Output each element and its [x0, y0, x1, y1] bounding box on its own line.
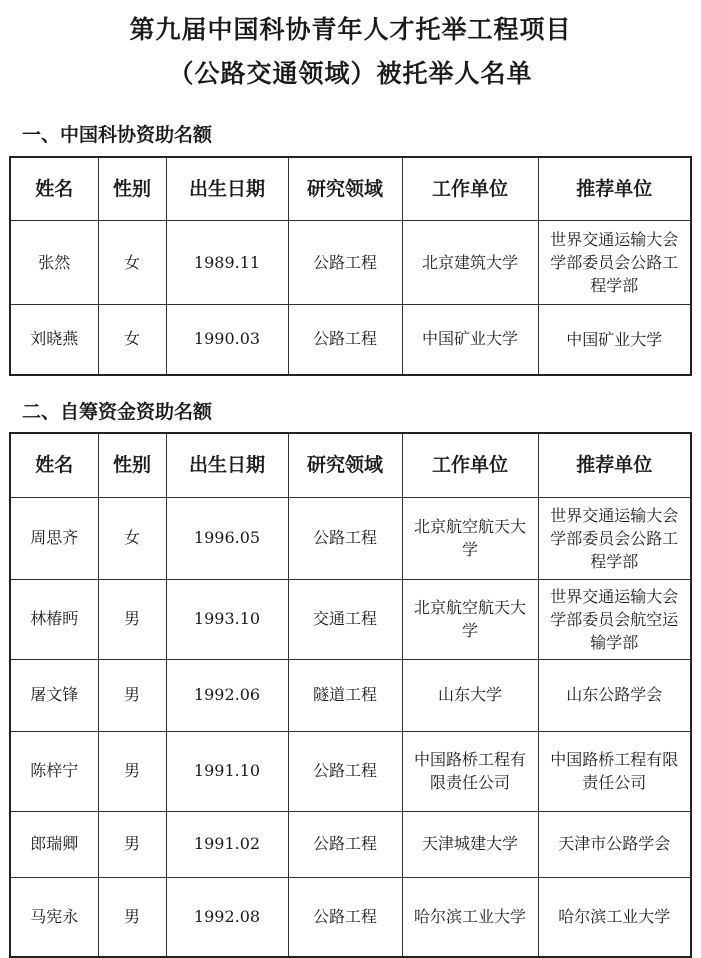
cell-research-field: 公路工程 — [288, 305, 402, 375]
document-title-line-2: （公路交通领域）被托举人名单 — [168, 59, 533, 88]
cell-recommender: 世界交通运输大会学部委员会公路工程学部 — [538, 497, 691, 579]
cell-gender: 女 — [98, 221, 166, 305]
cell-name: 刘晓燕 — [10, 305, 98, 375]
cell-recommender: 中国路桥工程有限责任公司 — [538, 731, 691, 811]
cell-birth-date: 1992.06 — [166, 659, 288, 731]
cell-birth-date: 1992.08 — [166, 877, 288, 957]
section-heading-cast-funded: 一、中国科协资助名额 — [22, 124, 213, 146]
cell-employer: 中国路桥工程有限责任公司 — [402, 731, 538, 811]
cell-name: 陈梓宁 — [10, 731, 98, 811]
cell-research-field: 公路工程 — [288, 877, 402, 957]
column-header-name: 姓名 — [10, 433, 98, 497]
cell-recommender: 中国矿业大学 — [538, 305, 691, 375]
column-header-research-field: 研究领域 — [288, 433, 402, 497]
table-row — [10, 221, 691, 305]
cell-birth-date: 1993.10 — [166, 579, 288, 659]
column-header-birth-date: 出生日期 — [166, 433, 288, 497]
cell-birth-date: 1996.05 — [166, 497, 288, 579]
column-header-gender: 性别 — [98, 157, 166, 221]
cell-recommender: 世界交通运输大会学部委员会航空运输学部 — [538, 579, 691, 659]
self-funded-table — [9, 432, 692, 958]
cell-gender: 男 — [98, 731, 166, 811]
document-title-line-1: 第九届中国科协青年人才托举工程项目 — [129, 15, 572, 44]
cell-gender: 男 — [98, 579, 166, 659]
table-row — [10, 579, 691, 659]
cell-employer: 天津城建大学 — [402, 811, 538, 877]
cell-recommender: 山东公路学会 — [538, 659, 691, 731]
cell-recommender: 世界交通运输大会学部委员会公路工程学部 — [538, 221, 691, 305]
column-header-recommender: 推荐单位 — [538, 157, 691, 221]
cast-funded-table — [9, 156, 692, 376]
cell-name: 林椿眄 — [10, 579, 98, 659]
cell-name: 张然 — [10, 221, 98, 305]
cell-name: 郎瑞卿 — [10, 811, 98, 877]
cell-employer: 北京建筑大学 — [402, 221, 538, 305]
cell-employer: 中国矿业大学 — [402, 305, 538, 375]
cell-research-field: 隧道工程 — [288, 659, 402, 731]
cell-research-field: 公路工程 — [288, 731, 402, 811]
cell-gender: 男 — [98, 659, 166, 731]
cell-birth-date: 1991.10 — [166, 731, 288, 811]
cell-research-field: 公路工程 — [288, 497, 402, 579]
table-row — [10, 305, 691, 375]
cell-name: 屠文锋 — [10, 659, 98, 731]
cell-research-field: 公路工程 — [288, 221, 402, 305]
table-row — [10, 811, 691, 877]
cell-research-field: 交通工程 — [288, 579, 402, 659]
section-heading-self-funded: 二、自筹资金资助名额 — [22, 401, 213, 423]
cell-recommender: 天津市公路学会 — [538, 811, 691, 877]
column-header-employer: 工作单位 — [402, 157, 538, 221]
table-row — [10, 659, 691, 731]
cell-gender: 男 — [98, 811, 166, 877]
table-header-row — [10, 157, 691, 221]
cell-name: 周思齐 — [10, 497, 98, 579]
table-row — [10, 877, 691, 957]
table-row — [10, 497, 691, 579]
column-header-name: 姓名 — [10, 157, 98, 221]
column-header-gender: 性别 — [98, 433, 166, 497]
column-header-research-field: 研究领域 — [288, 157, 402, 221]
cell-employer: 北京航空航天大学 — [402, 497, 538, 579]
cell-employer: 哈尔滨工业大学 — [402, 877, 538, 957]
cell-employer: 北京航空航天大学 — [402, 579, 538, 659]
column-header-recommender: 推荐单位 — [538, 433, 691, 497]
cell-employer: 山东大学 — [402, 659, 538, 731]
cell-birth-date: 1989.11 — [166, 221, 288, 305]
cell-gender: 女 — [98, 305, 166, 375]
cell-recommender: 哈尔滨工业大学 — [538, 877, 691, 957]
cell-gender: 女 — [98, 497, 166, 579]
cell-gender: 男 — [98, 877, 166, 957]
column-header-birth-date: 出生日期 — [166, 157, 288, 221]
table-row — [10, 731, 691, 811]
cell-research-field: 公路工程 — [288, 811, 402, 877]
cell-birth-date: 1990.03 — [166, 305, 288, 375]
column-header-employer: 工作单位 — [402, 433, 538, 497]
cell-name: 马宪永 — [10, 877, 98, 957]
cell-birth-date: 1991.02 — [166, 811, 288, 877]
table-header-row — [10, 433, 691, 497]
